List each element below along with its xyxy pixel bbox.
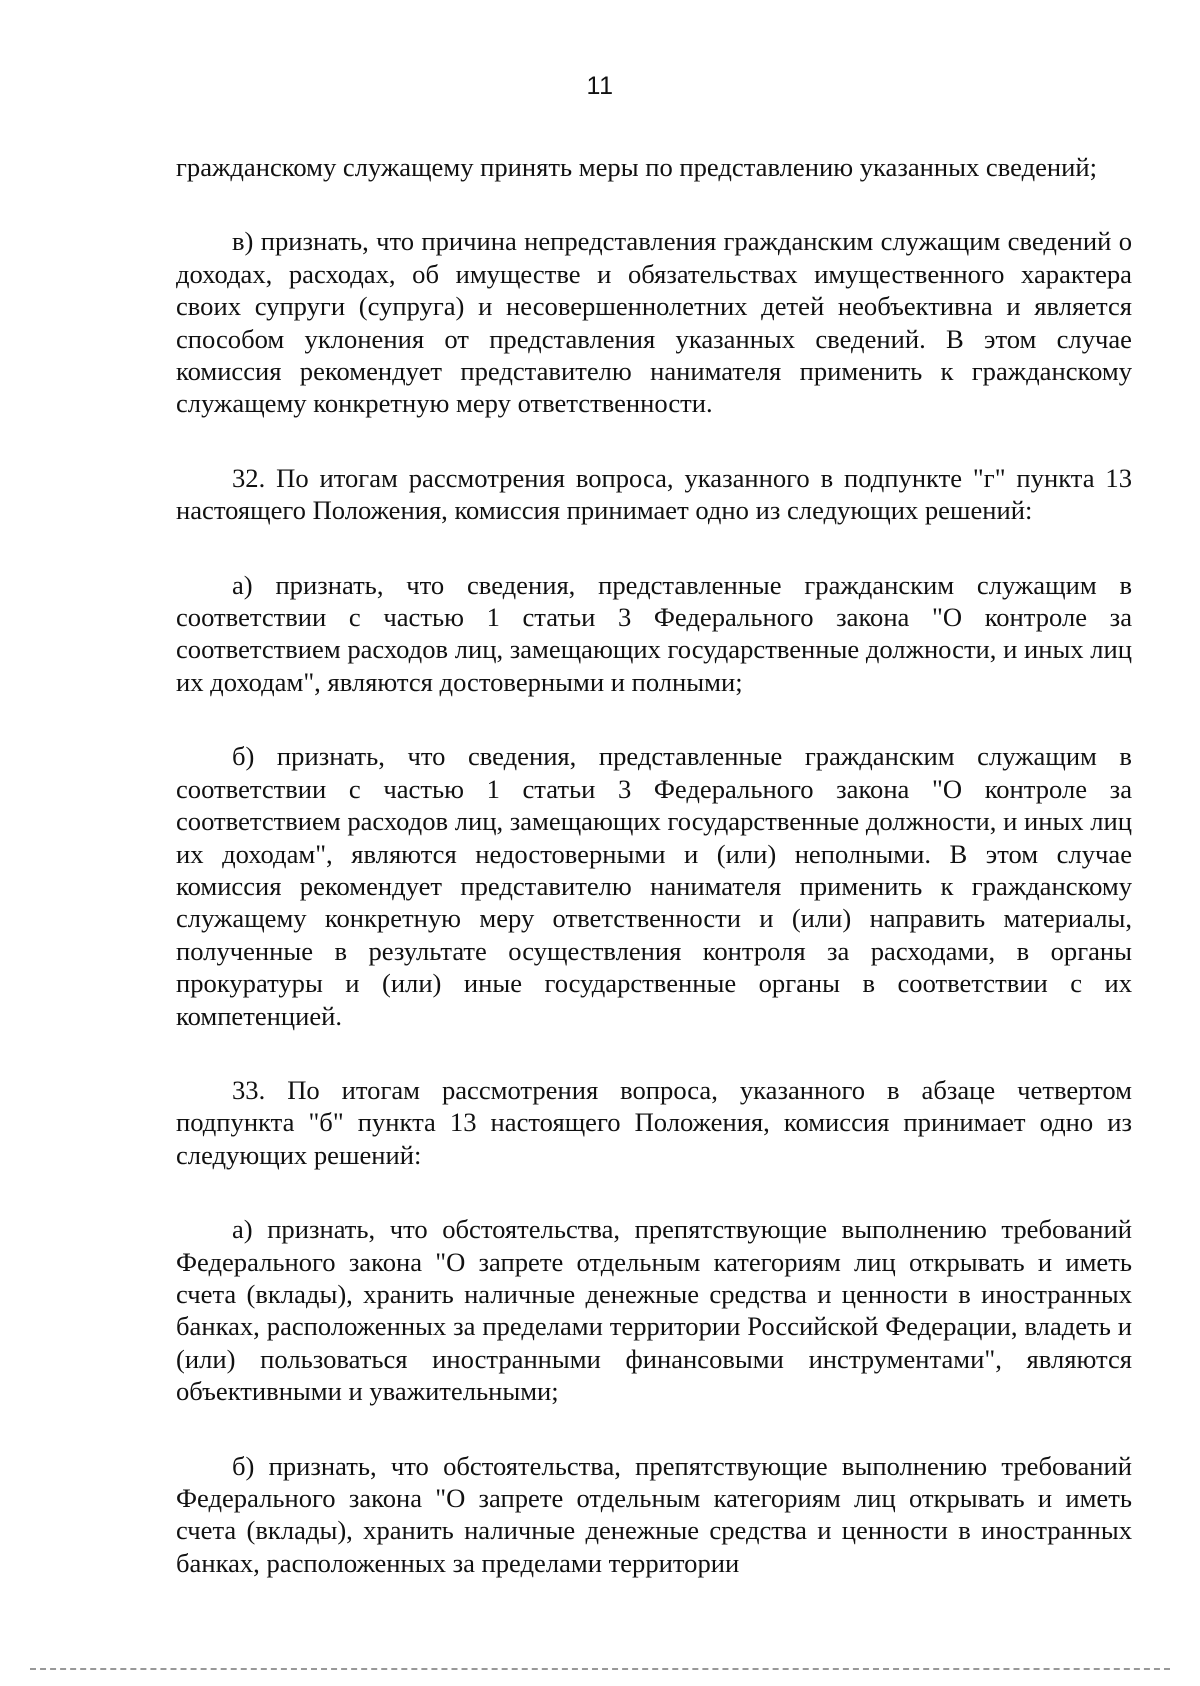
paragraph-31-v: в) признать, что причина непредставления гражданским служащим сведений о доходах, расходах, об имуществе и обязательствах имущественного характера своих супруги (супруга) и несовершеннолетних детей необъективна и является способом уклонения от представления указанных сведений. В этом случае комиссия рекомендует представителю нанимателя применить к гражданскому служащему конкретную меру ответственности. bbox=[176, 226, 1132, 419]
paragraph-33-a: а) признать, что обстоятельства, препятствующие выполнению требований Федерального закона "О запрете отдельным категориям лиц открывать и иметь счета (вклады), хранить наличные денежные средства и ценности в иностранных банках, расположенных за пределами территории Российской Федерации, владеть и (или) пользоваться иностранными финансовыми инструментами", являются объективными и уважительными; bbox=[176, 1214, 1132, 1407]
scan-edge-line bbox=[30, 1668, 1170, 1670]
paragraph-33-b: б) признать, что обстоятельства, препятствующие выполнению требований Федерального закона "О запрете отдельным категориям лиц открывать и иметь счета (вклады), хранить наличные денежные средства и ценности в иностранных банках, расположенных за пределами территории bbox=[176, 1450, 1132, 1578]
paragraph-32-a: а) признать, что сведения, представленные гражданским служащим в соответствии с частью 1 статьи 3 Федерального закона "О контроле за соответствием расходов лиц, замещающих государственные должности, и иных лиц их доходам", являются достоверными и полными; bbox=[176, 569, 1132, 697]
paragraph-continuation: гражданскому служащему принять меры по представлению указанных сведений; bbox=[176, 152, 1097, 182]
paragraph-32-b: б) признать, что сведения, представленные гражданским служащим в соответствии с частью 1 статьи 3 Федерального закона "О контроле за соответствием расходов лиц, замещающих государственные должности, и иных лиц их доходам", являются недостоверными и (или) неполными. В этом случае комиссия рекомендует представителю нанимателя применить к гражданскому служащему конкретную меру ответственности и (или) направить материалы, полученные в результате осуществления контроля за расходами, в органы прокуратуры и (или) иные государственные органы в соответствии с их компетенцией. bbox=[176, 741, 1132, 1031]
page-number: 11 bbox=[586, 72, 614, 100]
document-body bbox=[176, 151, 1132, 1621]
paragraph-33: 33. По итогам рассмотрения вопроса, указанного в абзаце четвертом подпункта "б" пункта 13 настоящего Положения, комиссия принимает одно из следующих решений: bbox=[176, 1074, 1132, 1170]
paragraph-32: 32. По итогам рассмотрения вопроса, указанного в подпункте "г" пункта 13 настоящего Положения, комиссия принимает одно из следующих решений: bbox=[176, 462, 1132, 526]
